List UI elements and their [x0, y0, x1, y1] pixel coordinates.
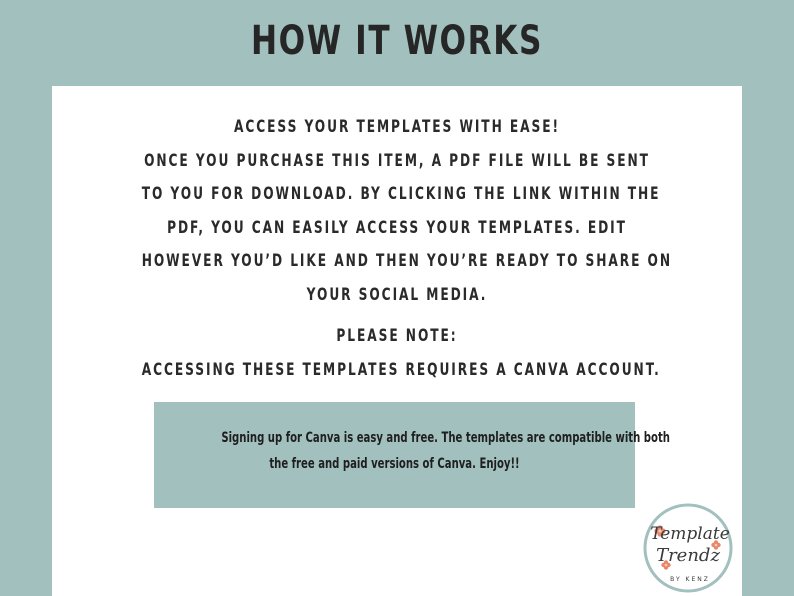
content-card: [52, 86, 742, 596]
page-title: HOW IT WORKS: [250, 18, 543, 64]
intro-text: [52, 110, 742, 311]
intro-line: ACCESS YOUR TEMPLATES WITH EASE!: [234, 117, 560, 136]
note-section: [52, 319, 742, 386]
callout-box: [154, 402, 670, 508]
note-text: ACCESSING THESE TEMPLATES REQUIRES A CANVA ACCOUNT.: [141, 359, 661, 379]
intro-line: HOWEVER YOU’D LIKE AND THEN YOU’RE READY TO SHARE ON: [141, 251, 672, 270]
callout-line: the free and paid versions of Canva. Enjoy!!: [269, 456, 520, 472]
brand-logo: [638, 501, 738, 596]
logo-tagline: BY KENZ: [670, 576, 710, 583]
intro-line: PDF, YOU CAN EASILY ACCESS YOUR TEMPLATES. EDIT: [167, 217, 627, 237]
logo-word-trendz: Trendz: [656, 545, 720, 566]
note-heading: PLEASE NOTE:: [336, 326, 458, 345]
intro-line: TO YOU FOR DOWNLOAD. BY CLICKING THE LINK WITHIN THE: [141, 184, 661, 203]
logo-word-template: Template: [650, 524, 730, 544]
callout-text: [154, 425, 670, 477]
callout-line: Signing up for Canva is easy and free. The templates are compatible with both: [221, 430, 670, 446]
intro-line: YOUR SOCIAL MEDIA.: [306, 284, 488, 304]
intro-line: ONCE YOU PURCHASE THIS ITEM, A PDF FILE WILL BE SENT: [144, 150, 650, 170]
